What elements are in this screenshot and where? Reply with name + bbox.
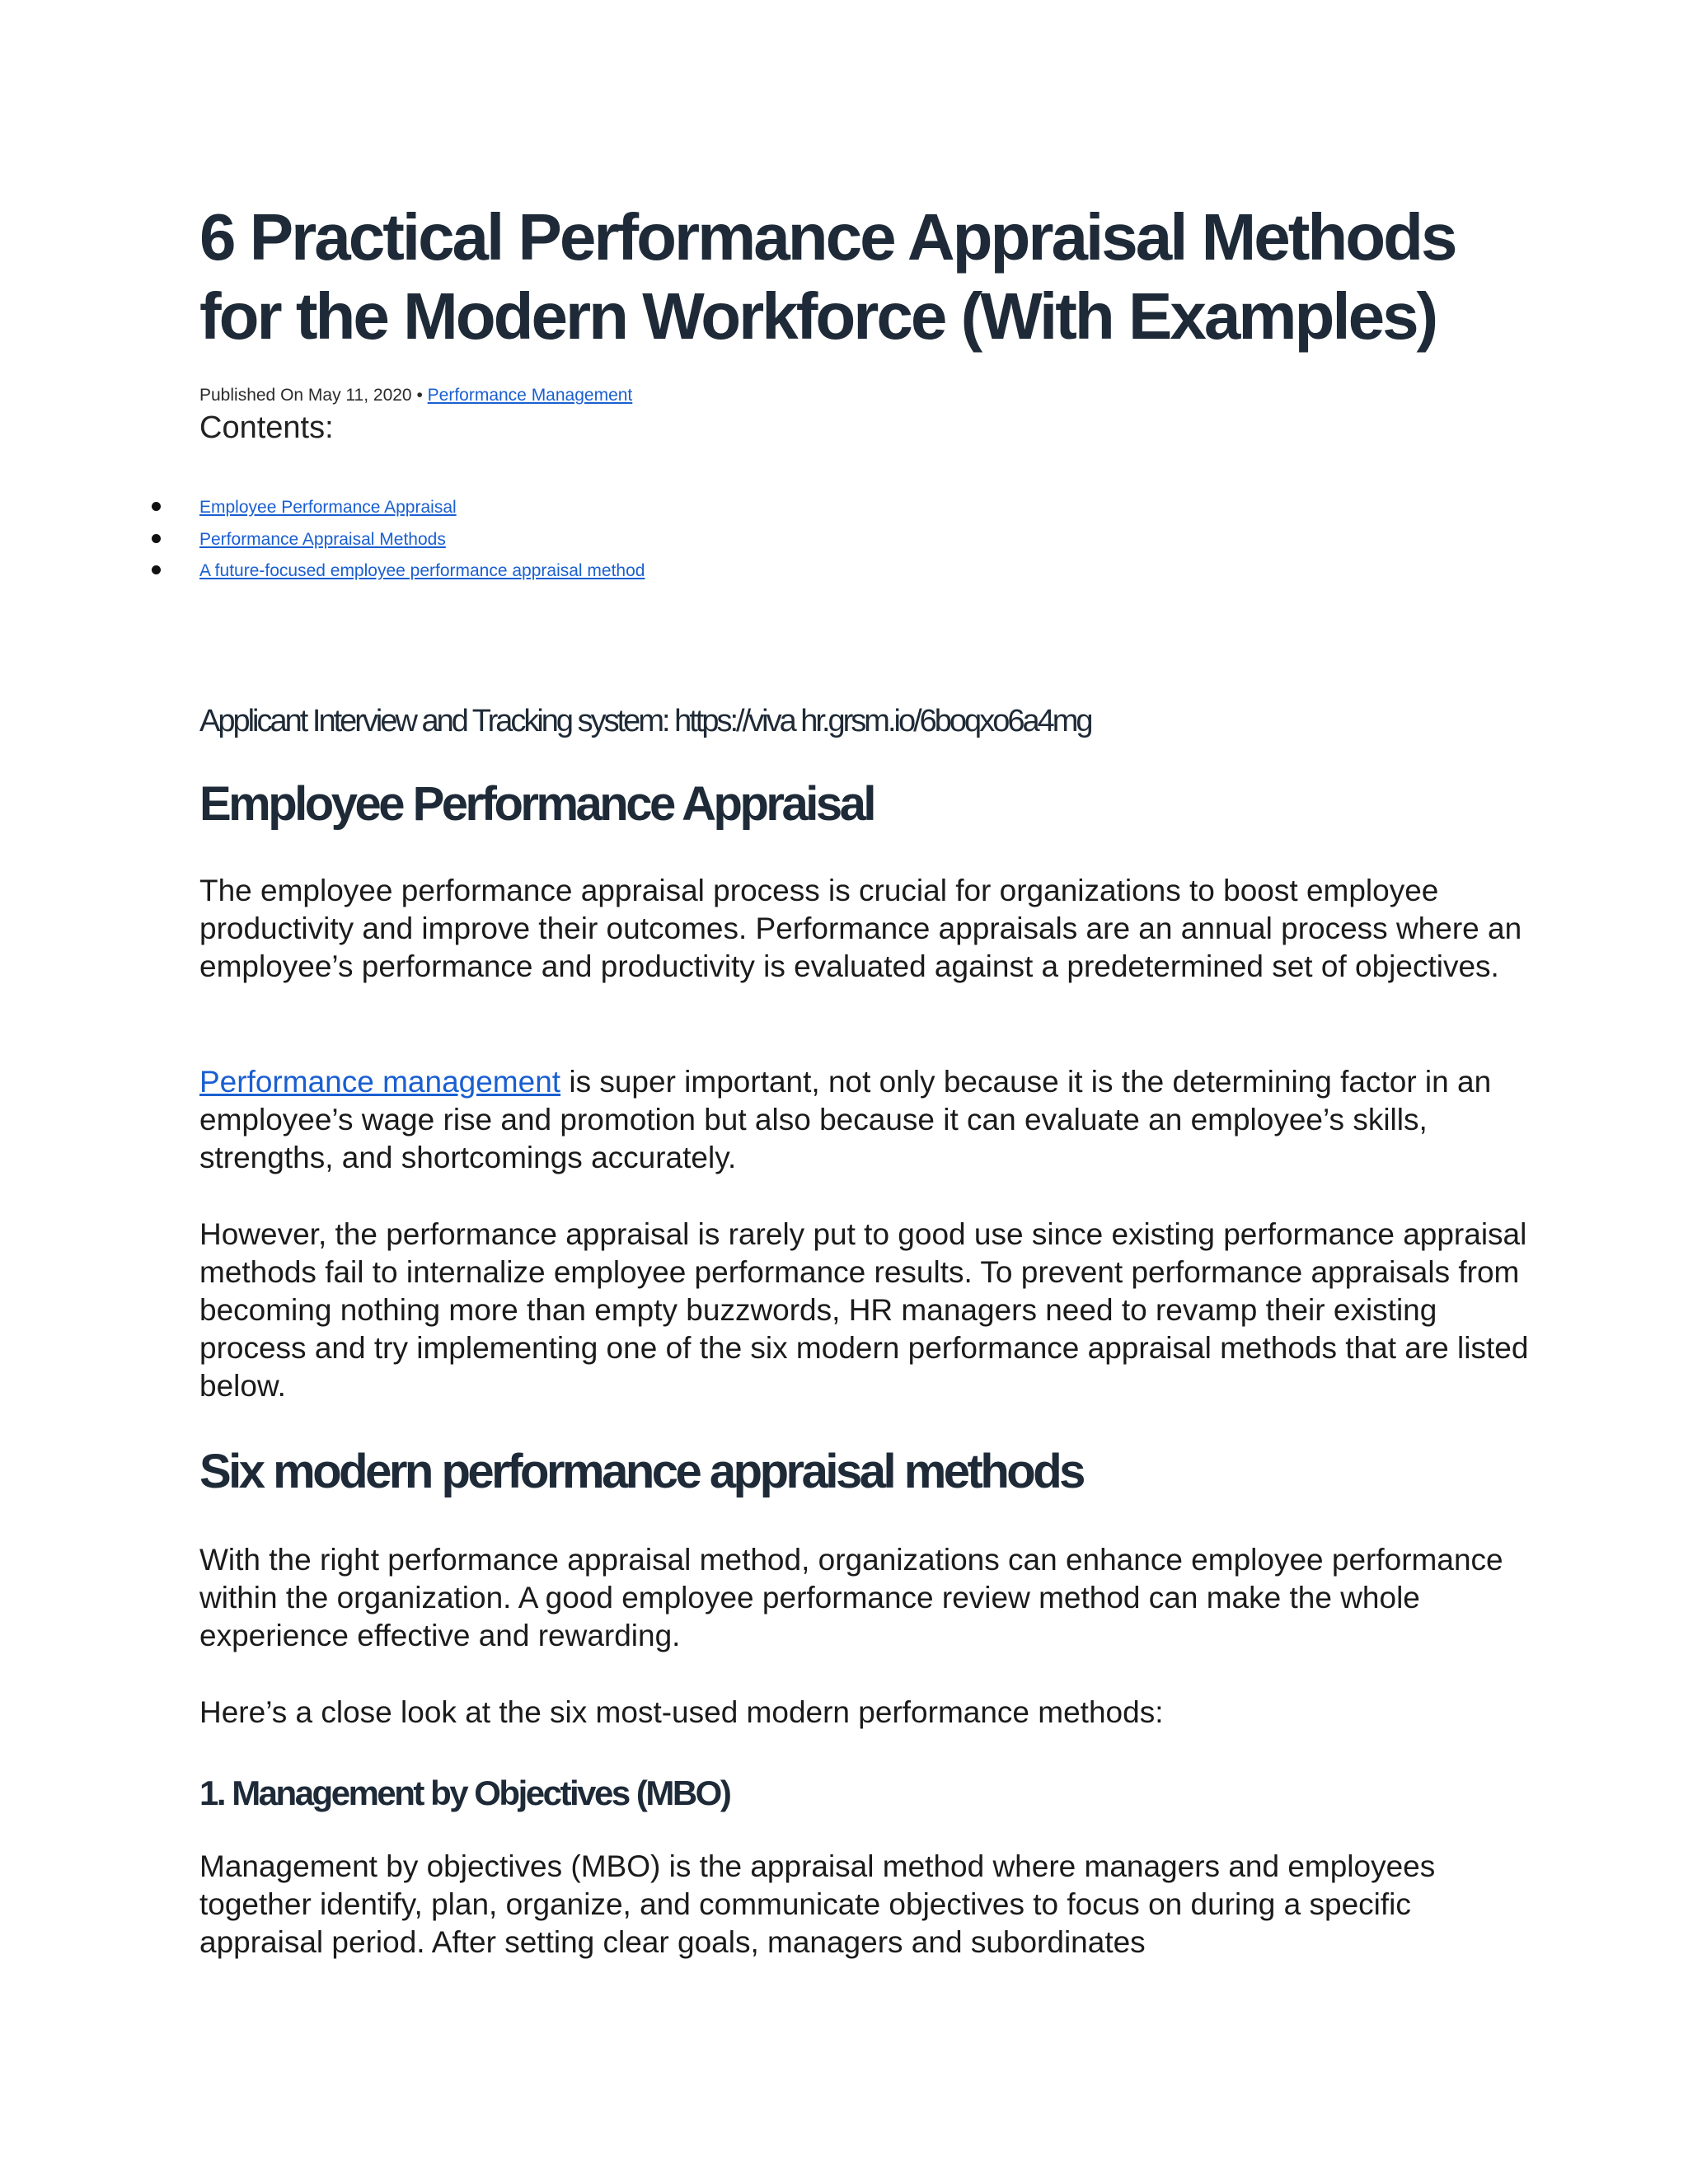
paragraph: With the right performance appraisal method, organizations can enhance employee performance within the organization. A good employee performance review method can make the whole experience effective and rewarding.: [199, 1543, 1503, 1652]
paragraph: Here’s a close look at the six most-used modern performance methods:: [199, 1695, 1164, 1729]
section-employee-appraisal: [199, 776, 1535, 832]
bullet-icon: [152, 565, 161, 574]
toc-link-appraisal-methods[interactable]: Performance Appraisal Methods: [199, 529, 446, 549]
article-header: [199, 198, 1535, 447]
subsection-heading: 1. Management by Objectives (MBO): [199, 1774, 730, 1812]
paragraph-block: [199, 872, 1535, 986]
toc-link-future-focused[interactable]: A future-focused employee performance appraisal method: [199, 561, 645, 580]
performance-management-link[interactable]: Performance management: [199, 1065, 561, 1099]
paragraph: [199, 1063, 1535, 1177]
paragraph: Management by objectives (MBO) is the appraisal method where managers and employees together identify, plan, organize, and communicate objectives to focus on during a specific appraisal period. After setting clear goals, managers and subordinates: [199, 1849, 1436, 1959]
subsection-mbo: [199, 1772, 1535, 1815]
section-heading: Six modern performance appraisal methods: [199, 1445, 1083, 1498]
paragraph: However, the performance appraisal is rarely put to good use since existing performance appraisal methods fail to internalize employee performance results. To prevent performance appraisals from becoming nothing more than empty buzzwords, HR managers need to revamp their existing process and try implementing one of the six modern performance appraisal methods that are listed below.: [199, 1217, 1529, 1403]
toc-link-employee-appraisal[interactable]: Employee Performance Appraisal: [199, 498, 457, 517]
paragraph-block: [199, 1216, 1535, 1405]
bullet-icon: [152, 502, 161, 511]
paragraph-block: [199, 1694, 1535, 1732]
section-heading: Employee Performance Appraisal: [199, 777, 874, 831]
article-title: 6 Practical Performance Appraisal Methods for the Modern Workforce (With Examples): [199, 200, 1456, 353]
section-six-methods: [199, 1444, 1535, 1500]
toc-item: [0, 555, 1484, 588]
published-date: Published On May 11, 2020 •: [199, 386, 428, 405]
bullet-icon: [152, 534, 161, 543]
contents-label: Contents:: [199, 410, 334, 445]
paragraph-text: is super important, not only because it is the determining factor in an employee’s wage rise and promotion but also because it can evaluate an employee’s skills, strengths, and shortcomings accurately.: [199, 1065, 1492, 1174]
category-link[interactable]: Performance Management: [427, 386, 633, 405]
table-of-contents: [0, 492, 1484, 588]
paragraph-block: [199, 1063, 1535, 1177]
paragraph: The employee performance appraisal process is crucial for organizations to boost employee productivity and improve their outcomes. Performance appraisals are an annual process where an employee’s performance and productivity is evaluated against a predetermined set of objectives.: [199, 874, 1522, 983]
tracking-system-line: Applicant Interview and Tracking system: https://viva hr.grsm.io/6boqxo6a4mg: [199, 704, 1091, 738]
toc-item: [0, 492, 1484, 524]
toc-item: [0, 524, 1484, 556]
paragraph-block: [199, 1541, 1535, 1655]
publish-meta: [199, 384, 1535, 407]
paragraph-block: [199, 1848, 1535, 1961]
